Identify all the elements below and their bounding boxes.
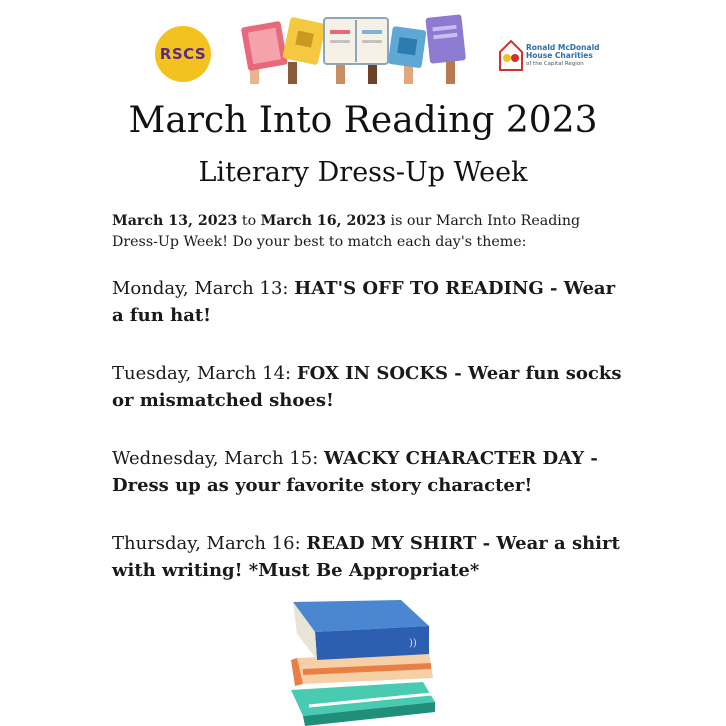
day-theme: WACKY CHARACTER DAY - Dress up as your favorite story character! bbox=[112, 448, 598, 496]
hands-holding-books-illustration bbox=[236, 14, 468, 84]
day-theme: HAT'S OFF TO READING - Wear a fun hat! bbox=[112, 278, 616, 326]
day-date: Thursday, March 16: bbox=[112, 533, 307, 554]
page-subtitle: Literary Dress-Up Week bbox=[198, 157, 528, 188]
intro-to: to bbox=[237, 213, 261, 229]
day-date: Monday, March 13: bbox=[112, 278, 295, 299]
day-tuesday bbox=[112, 360, 632, 414]
day-theme: FOX IN SOCKS - Wear fun socks or mismatched shoes! bbox=[112, 363, 622, 411]
day-thursday bbox=[112, 530, 632, 584]
page-title: March Into Reading 2023 bbox=[128, 100, 598, 141]
day-wednesday bbox=[112, 445, 632, 499]
day-date: Wednesday, March 15: bbox=[112, 448, 325, 469]
rmhc-line-1: Ronald McDonald bbox=[526, 43, 600, 52]
rscs-logo-text: RSCS bbox=[159, 45, 207, 63]
day-monday bbox=[112, 275, 632, 329]
intro-end-date: March 16, 2023 bbox=[260, 213, 387, 229]
house-hands-icon bbox=[498, 38, 524, 72]
rscs-logo bbox=[155, 26, 211, 82]
rmhc-line-3: of the Capital Region bbox=[526, 61, 584, 67]
svg-text:)): )) bbox=[409, 638, 417, 649]
intro-rest: is our March Into Reading Dress-Up Week! Do your best to match each day's theme: bbox=[112, 213, 581, 250]
stacked-books-illustration bbox=[283, 598, 443, 726]
rmhc-logo bbox=[498, 38, 618, 78]
intro-start-date: March 13, 2023 bbox=[112, 213, 238, 229]
day-theme: READ MY SHIRT - Wear a shirt with writing! *Must Be Appropriate* bbox=[112, 533, 620, 581]
rmhc-logo-text bbox=[526, 44, 600, 68]
day-date: Tuesday, March 14: bbox=[112, 363, 297, 384]
intro-paragraph bbox=[112, 211, 622, 253]
rmhc-line-2: House Charities bbox=[526, 51, 593, 60]
